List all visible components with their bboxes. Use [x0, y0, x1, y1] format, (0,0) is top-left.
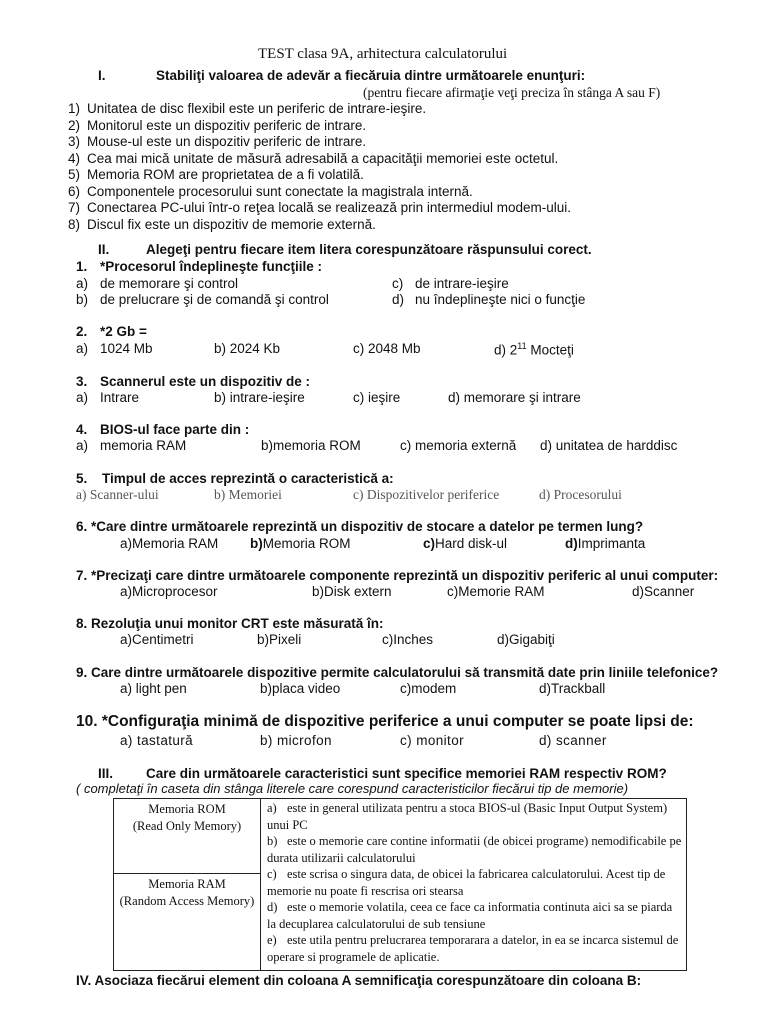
characteristic-item: e) este utila pentru prelucrarea temporarara a datelor, in ea se incarca sistemul de operare si programele de aplicatie. — [267, 933, 679, 964]
statement-item: 2) Monitorul este un dispozitiv periferic de intrare. — [67, 118, 367, 133]
ram-answer-box[interactable] — [114, 874, 261, 971]
q4-option-c: c) memoria externă — [400, 438, 517, 453]
q1-option-d: d) nu îndeplineşte nici o funcţie — [392, 292, 586, 307]
section-3-heading — [98, 766, 667, 781]
q3-option-b: b) intrare-ieşire — [214, 390, 305, 405]
q5-option-c: c) Dispozitivelor periferice — [353, 487, 500, 502]
question-6-text: 6. *Care dintre următoarele reprezintă un dispozitiv de stocare a datelor pe termen lung? — [76, 519, 644, 534]
q5-option-a: a) Scanner-ului — [76, 487, 159, 502]
characteristics-list — [261, 799, 687, 971]
statement-item: 7) Conectarea PC-ului într-o reţea locală se realizează prin intermediul modem-ului. — [67, 200, 571, 215]
question-3-text: 3. Scannerul este un dispozitiv de : — [76, 374, 311, 389]
q8-option-d: d)Gigabiţi — [497, 632, 555, 647]
ram-sublabel: (Random Access Memory) — [119, 894, 255, 908]
q8-option-c: c)Inches — [382, 632, 434, 647]
section-2-instruction: Alegeţi pentru fiecare item litera corespunzătoare răspunsului corect. — [146, 242, 592, 257]
question-7-text: 7. *Precizaţi care dintre următoarele componente reprezintă un dispozitiv periferic al unui computer: — [76, 568, 719, 583]
q4-option-d: d) unitatea de harddisc — [540, 438, 678, 453]
statement-item: 4) Cea mai mică unitate de măsură adresabilă a capacităţii memoriei este octetul. — [67, 151, 559, 166]
q3-option-a: a) Intrare — [76, 390, 140, 405]
q3-option-c: c) ieşire — [353, 390, 401, 405]
section-1-instruction: Stabiliţi valoarea de adevăr a fiecăruia dintre următoarele enunţuri: — [156, 68, 586, 83]
q7-option-a: a)Microprocesor — [120, 584, 218, 599]
q2-option-d: d) $2^{11}$ Mocteţi — [494, 341, 574, 358]
q4-option-b: b)memoria ROM — [261, 438, 361, 453]
characteristic-item: d) este o memorie volatila, ceea ce face ca informatia continuta aici sa se piarda la decuplarea calculatorului de sub tensiune — [267, 900, 673, 931]
q6-option-c: c)Hard disk-ul — [423, 536, 508, 551]
rom-label: Memoria ROM — [148, 802, 226, 816]
q7-option-c: c)Memorie RAM — [447, 584, 545, 599]
question-9-text: 9. Care dintre următoarele dispozitive permite calculatorului să transmită date prin liniile telefonice? — [76, 665, 719, 680]
q5-option-b: b) Memoriei — [214, 487, 282, 502]
q6-option-b: b)Memoria ROM — [250, 536, 351, 551]
characteristic-item: b) este o memorie care contine informatii (de obicei programe) nemodificabile pe durata utilizarii calculatorului — [267, 834, 682, 865]
section-3-note: ( completaţi în caseta din stânga literele care corespund caracteristicilor fiecărui tip de memorie) — [76, 781, 629, 796]
rom-sublabel: (Read Only Memory) — [132, 819, 242, 833]
section-4-heading: IV. Asociaza fiecărui element din coloana A semnificaţia corespunzătoare din coloana B: — [76, 973, 642, 988]
question-10-text: 10. *Configuraţia minimă de dispozitive periferice a unui computer se poate lipsi de: — [76, 713, 694, 730]
q1-option-c: c) de intrare-ieşire — [392, 276, 509, 291]
characteristic-item: c) este scrisa o singura data, de obicei la fabricarea calculatorului. Acest tip de memorie nu poate fi rescrisa ori stearsa — [267, 867, 666, 898]
page-title: TEST clasa 9A, arhitectura calculatorului — [258, 46, 508, 62]
ram-label: Memoria RAM — [148, 877, 226, 891]
q8-option-a: a)Centimetri — [120, 632, 194, 647]
q10-option-b: b) microfon — [260, 733, 332, 748]
q9-option-c: c)modem — [400, 681, 457, 696]
q1-option-b: b) de prelucrare şi de comandă şi control — [76, 292, 329, 307]
question-8-text: 8. Rezoluţia unui monitor CRT este măsurată în: — [76, 616, 384, 631]
characteristic-item: a) este in general utilizata pentru a stoca BIOS-ul (Basic Input Output System) unui PC — [267, 801, 668, 832]
q10-option-c: c) monitor — [400, 733, 465, 748]
question-4-text: 4. BIOS-ul face parte din : — [76, 422, 250, 437]
q9-option-a: a) light pen — [120, 681, 187, 696]
q8-option-b: b)Pixeli — [257, 632, 302, 647]
section-2-heading — [98, 242, 592, 257]
statement-item: 1) Unitatea de disc flexibil este un periferic de intrare-ieşire. — [67, 101, 427, 116]
q2-option-c: c) 2048 Mb — [353, 341, 421, 356]
section-1-number: I. — [98, 68, 106, 83]
statement-item: 6) Componentele procesorului sunt conectate la magistrala internă. — [67, 184, 473, 199]
q7-option-d: d)Scanner — [632, 584, 695, 599]
q9-option-b: b)placa video — [260, 681, 341, 696]
memory-characteristics-table — [113, 798, 687, 971]
q6-option-a: a)Memoria RAM — [120, 536, 219, 551]
section-3-number: III. — [98, 766, 114, 781]
q3-option-d: d) memorare şi intrare — [448, 390, 581, 405]
rom-answer-box[interactable] — [114, 799, 261, 874]
q9-option-d: d)Trackball — [539, 681, 606, 696]
statement-item: 3) Mouse-ul este un dispozitiv periferic de intrare. — [67, 134, 367, 149]
section-2-number: II. — [98, 242, 110, 257]
question-5-text: 5. Timpul de acces reprezintă o caracteristică a: — [76, 471, 394, 486]
q6-option-d: d)Imprimanta — [565, 536, 646, 551]
question-2-text: 2. *2 Gb = — [76, 324, 147, 339]
q1-option-a: a) de memorare şi control — [76, 276, 239, 291]
q2-option-a: a) 1024 Mb — [76, 341, 153, 356]
section-1-note: (pentru fiecare afirmaţie veţi preciza în stânga A sau F) — [363, 85, 661, 100]
question-1-text: 1. *Procesorul îndeplineşte funcţiile : — [76, 259, 323, 274]
q5-option-d: d) Procesorului — [539, 487, 622, 502]
section-3-instruction: Care din următoarele caracteristici sunt specifice memoriei RAM respectiv ROM? — [146, 766, 667, 781]
section-1-heading — [98, 68, 585, 83]
statement-item: 8) Discul fix este un dispozitiv de memorie externă. — [67, 217, 376, 232]
q2-option-b: b) 2024 Kb — [214, 341, 281, 356]
q10-option-d: d) scanner — [539, 733, 607, 748]
q10-option-a: a) tastatură — [120, 733, 194, 748]
q4-option-a: a) memoria RAM — [76, 438, 187, 453]
q7-option-b: b)Disk extern — [312, 584, 392, 599]
statement-item: 5) Memoria ROM are proprietatea de a fi volatilă. — [67, 167, 364, 182]
